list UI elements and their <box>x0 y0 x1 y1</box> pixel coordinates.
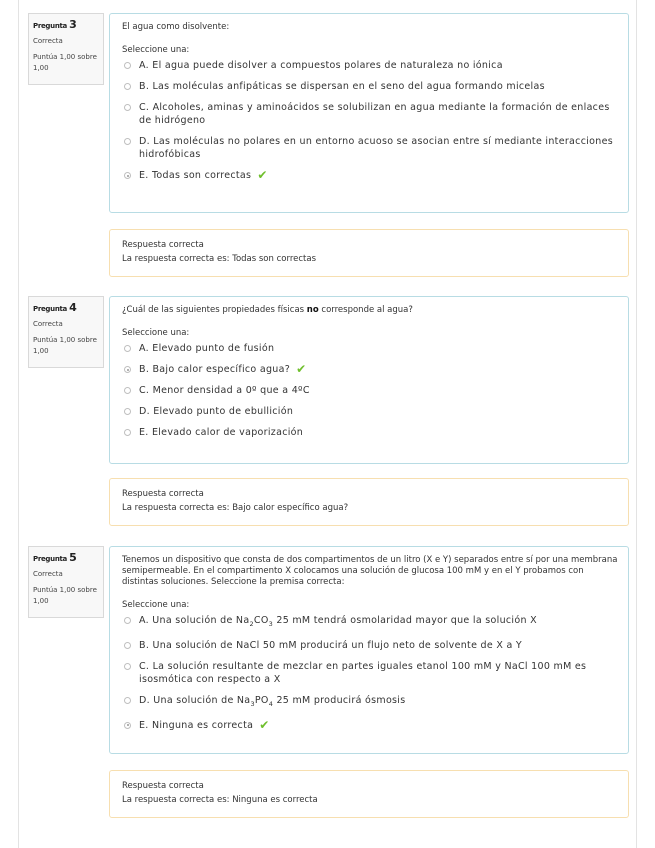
question-state: Correcta <box>33 37 63 45</box>
answer-option-e[interactable] <box>122 719 618 732</box>
question-text-emphasis: no <box>306 305 319 315</box>
option-text: A. Una solución de Na <box>139 615 250 626</box>
answer-prompt: Seleccione una: <box>122 600 190 610</box>
subscript: 3 <box>250 699 255 708</box>
feedback-title: Respuesta correcta <box>122 781 204 791</box>
radio-button-selected[interactable] <box>124 366 131 373</box>
feedback-correct-answer: La respuesta correcta es: Todas son correctas <box>122 254 316 264</box>
page-right-border <box>636 0 637 848</box>
radio-button[interactable] <box>124 345 131 352</box>
question-text-part: corresponde al agua? <box>318 305 413 315</box>
option-label: E. Ninguna es correcta <box>139 719 254 731</box>
question-info <box>28 13 104 85</box>
answer-option-e[interactable] <box>122 426 618 439</box>
feedback-title: Respuesta correcta <box>122 240 204 250</box>
option-text: 25 mM tendrá osmolaridad mayor que la solución X <box>273 615 537 626</box>
radio-button[interactable] <box>124 408 131 415</box>
option-label: E. Elevado calor de vaporización <box>139 427 304 438</box>
question-feedback <box>109 770 629 818</box>
radio-button[interactable] <box>124 83 131 90</box>
question-state: Correcta <box>33 320 63 328</box>
question-grade: Puntúa 1,00 sobre 1,00 <box>33 586 97 605</box>
feedback-correct-answer: La respuesta correcta es: Bajo calor específico agua? <box>122 503 349 513</box>
radio-button[interactable] <box>124 642 131 649</box>
question-number-value: 4 <box>69 301 77 314</box>
question-number <box>33 18 103 31</box>
question-info <box>28 546 104 618</box>
option-label: C. Menor densidad a 0º que a 4ºC <box>139 385 310 396</box>
option-text: PO <box>254 694 269 706</box>
radio-button[interactable] <box>124 429 131 436</box>
question-number <box>33 551 103 564</box>
option-label: D. Las moléculas no polares en un entorno acuoso se asocian entre sí mediante interacciones hidrofóbicas <box>139 136 613 160</box>
question-label: Pregunta <box>33 305 67 313</box>
answer-option-c[interactable] <box>122 101 618 127</box>
answer-option-d[interactable] <box>122 694 618 711</box>
question-formulation <box>109 13 629 213</box>
question-label: Pregunta <box>33 555 67 563</box>
feedback-title: Respuesta correcta <box>122 489 204 499</box>
radio-button[interactable] <box>124 138 131 145</box>
answer-option-c[interactable] <box>122 660 618 686</box>
radio-button[interactable] <box>124 697 131 704</box>
page-left-border <box>18 0 19 848</box>
subscript: 3 <box>268 619 274 628</box>
question-feedback <box>109 229 629 277</box>
answer-option-d[interactable] <box>122 405 618 418</box>
option-label <box>139 614 537 631</box>
option-label: A. Elevado punto de fusión <box>139 343 275 354</box>
subscript: 4 <box>268 699 274 708</box>
radio-button[interactable] <box>124 617 131 624</box>
option-label: D. Elevado punto de ebullición <box>139 406 294 417</box>
correct-check-icon: ✔ <box>259 717 270 732</box>
answer-option-b[interactable] <box>122 363 618 376</box>
question-grade: Puntúa 1,00 sobre 1,00 <box>33 53 97 72</box>
radio-button[interactable] <box>124 663 131 670</box>
answer-option-a[interactable] <box>122 342 618 355</box>
question-text <box>122 305 618 316</box>
question-text: Tenemos un dispositivo que consta de dos compartimentos de un litro (X e Y) separados entre sí por una membrana semipermeable. En el compartimento X colocamos una solución de glucosa 100 mM y en el Y probamos con distintas soluciones. Seleccione la premisa correcta: <box>122 555 618 587</box>
answer-prompt: Seleccione una: <box>122 45 190 55</box>
option-label: E. Todas son correctas <box>139 170 252 181</box>
radio-button[interactable] <box>124 104 131 111</box>
question-label: Pregunta <box>33 22 67 30</box>
question-formulation <box>109 546 629 754</box>
question-info <box>28 296 104 368</box>
question-text-part: ¿Cuál de las siguientes propiedades físicas <box>122 305 307 315</box>
answer-option-a[interactable] <box>122 614 618 631</box>
question-number <box>33 301 103 314</box>
answer-option-b[interactable] <box>122 80 618 93</box>
correct-check-icon: ✔ <box>257 168 268 182</box>
option-label: B. Una solución de NaCl 50 mM producirá un flujo neto de solvente de X a Y <box>139 639 523 651</box>
option-label: C. Alcoholes, aminas y aminoácidos se solubilizan en agua mediante la formación de enlaces de hidrógeno <box>139 102 610 126</box>
subscript: 2 <box>249 619 254 628</box>
radio-button-selected[interactable] <box>124 172 131 179</box>
question-feedback <box>109 478 629 526</box>
question-formulation <box>109 296 629 464</box>
answer-option-b[interactable] <box>122 639 618 652</box>
answer-option-e[interactable] <box>122 169 618 182</box>
option-text: 25 mM producirá ósmosis <box>273 694 406 706</box>
radio-button-selected[interactable] <box>124 722 131 729</box>
option-text: D. Una solución de Na <box>139 694 251 706</box>
option-label: B. Bajo calor específico agua? <box>139 364 291 375</box>
question-grade: Puntúa 1,00 sobre 1,00 <box>33 336 97 355</box>
question-number-value: 5 <box>69 551 77 564</box>
question-text: El agua como disolvente: <box>122 22 230 32</box>
answer-option-d[interactable] <box>122 135 618 161</box>
answer-prompt: Seleccione una: <box>122 328 190 338</box>
option-label <box>139 694 406 711</box>
feedback-correct-answer: La respuesta correcta es: Ninguna es correcta <box>122 795 318 805</box>
option-label: A. El agua puede disolver a compuestos polares de naturaleza no iónica <box>139 60 503 71</box>
answer-option-a[interactable] <box>122 59 618 72</box>
question-state: Correcta <box>33 570 63 578</box>
radio-button[interactable] <box>124 62 131 69</box>
radio-button[interactable] <box>124 387 131 394</box>
question-number-value: 3 <box>69 18 77 31</box>
option-text: CO <box>253 615 269 626</box>
answer-option-c[interactable] <box>122 384 618 397</box>
option-label: B. Las moléculas anfipáticas se dispersan en el seno del agua formando micelas <box>139 81 545 92</box>
correct-check-icon: ✔ <box>296 362 307 376</box>
option-label: C. La solución resultante de mezclar en partes iguales etanol 100 mM y NaCl 100 mM es isosmótica con respecto a X <box>139 660 587 685</box>
